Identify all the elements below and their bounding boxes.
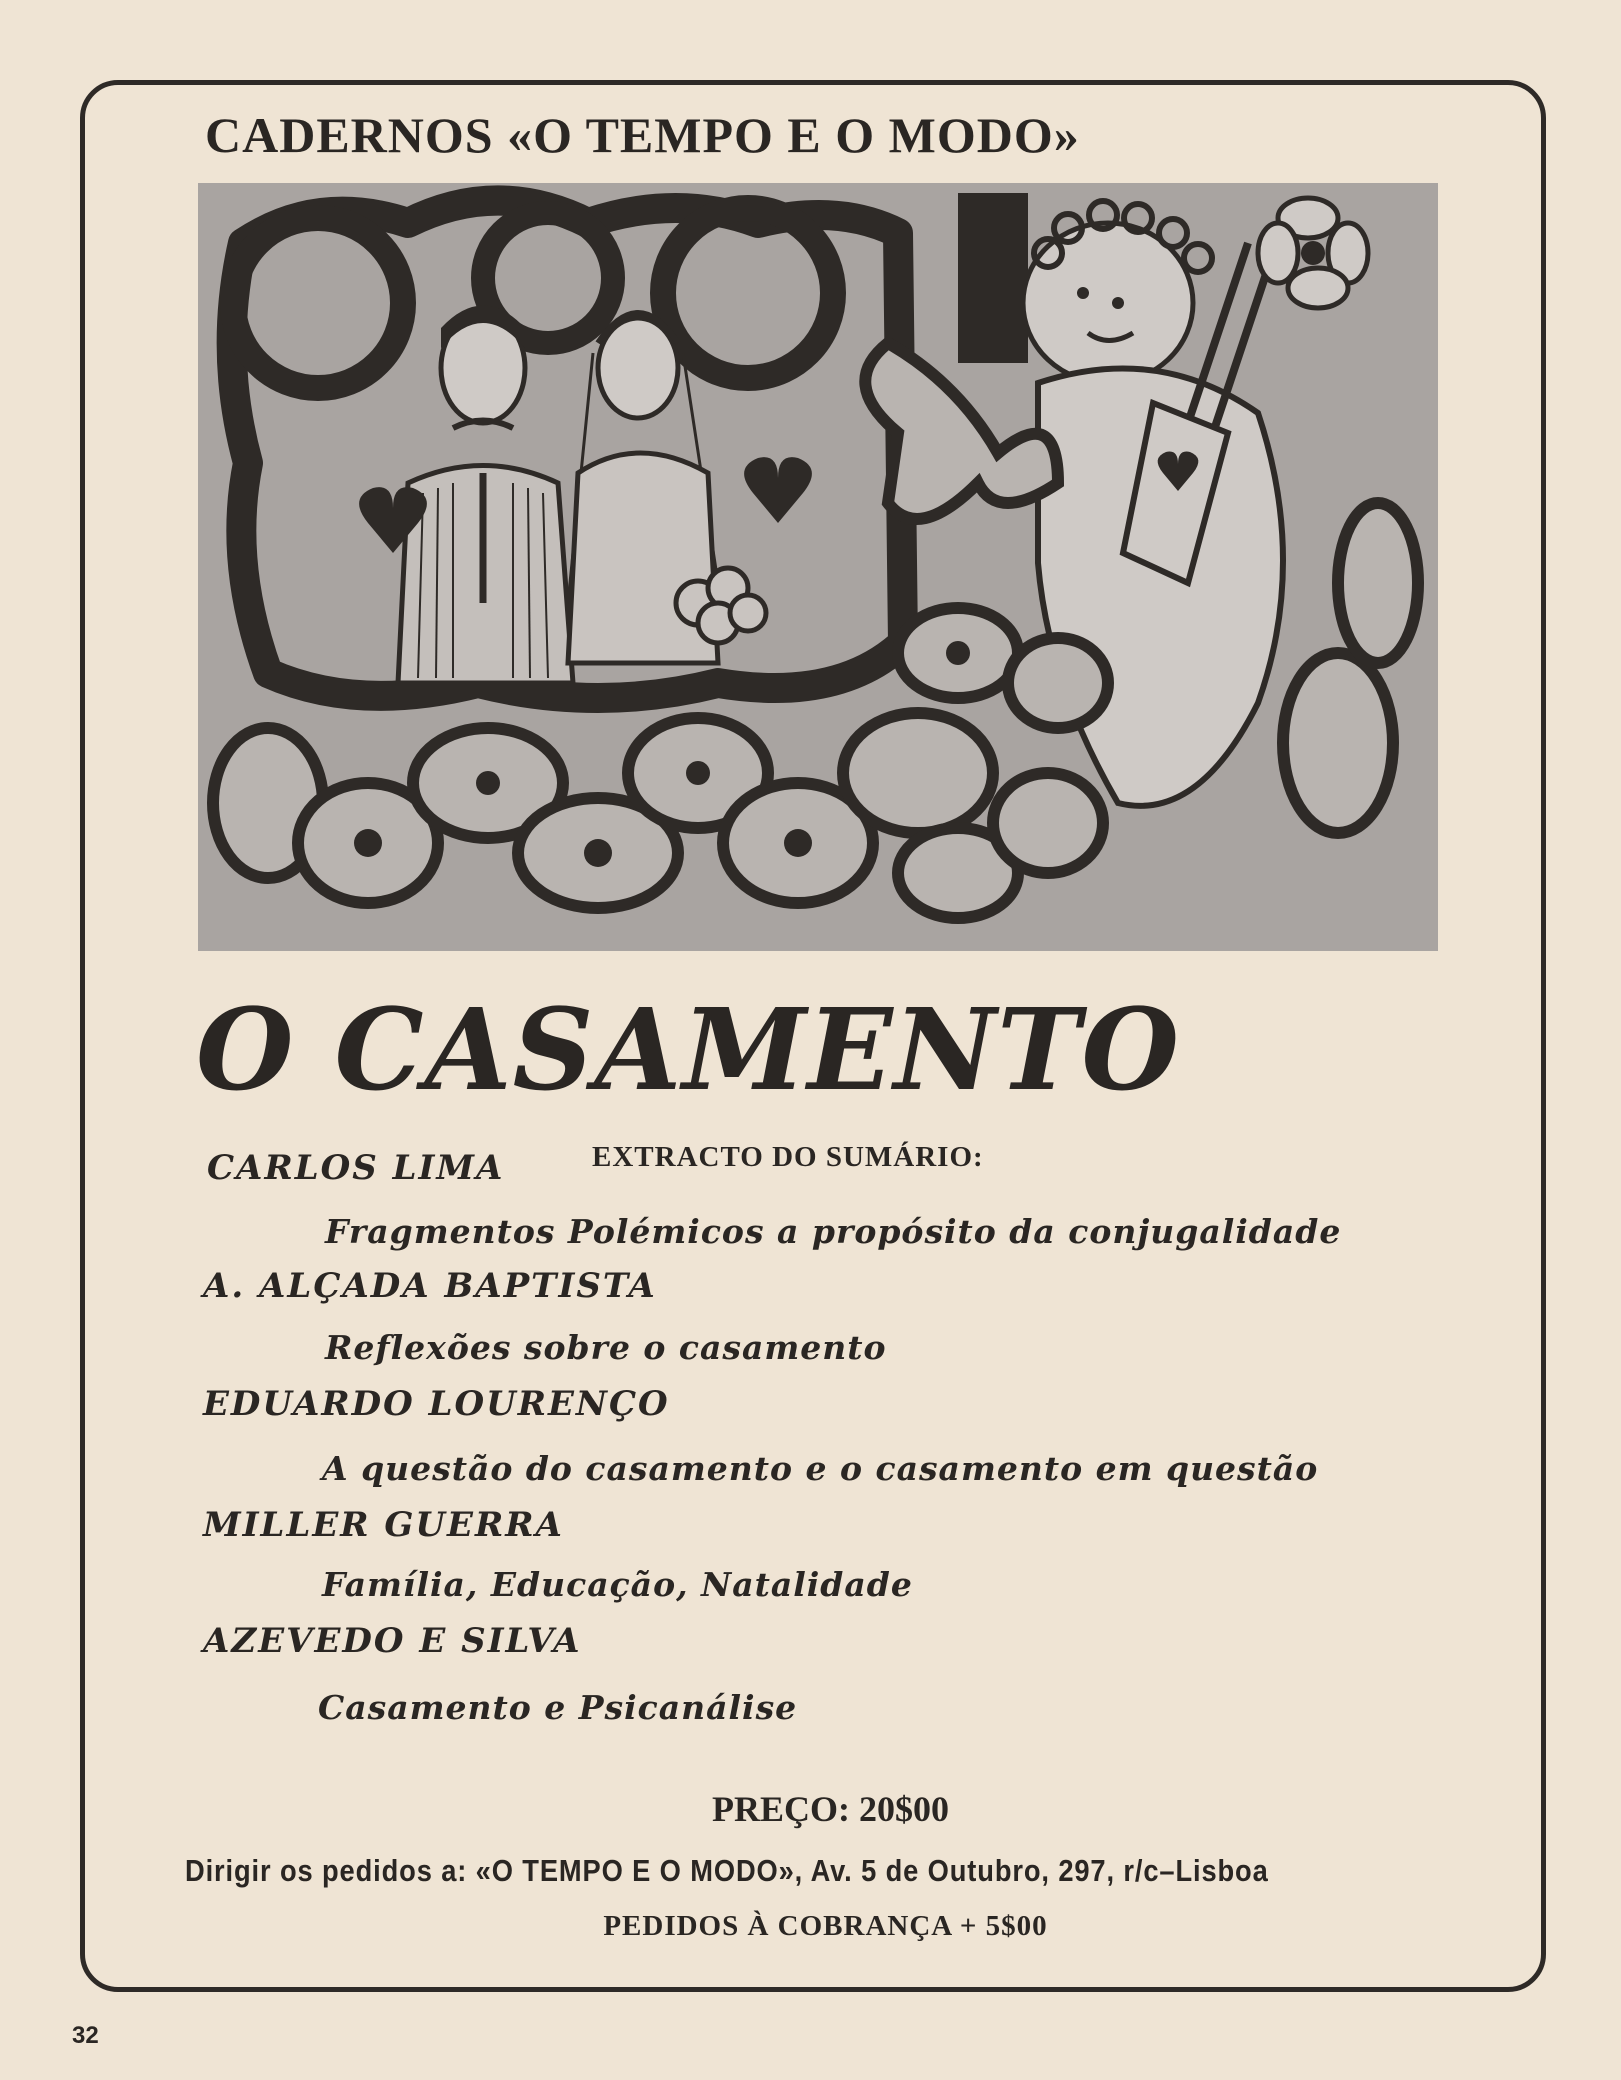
header-title: CADERNOS «O TEMPO E O MODO» xyxy=(205,107,1080,163)
toc-article: Reflexões sobre o casamento xyxy=(325,1328,887,1367)
toc-author: CARLOS LIMA xyxy=(207,1148,505,1188)
toc-author: MILLER GUERRA xyxy=(203,1505,564,1545)
toc-article: Casamento e Psicanálise xyxy=(318,1688,798,1727)
main-title: O CASAMENTO xyxy=(196,985,1180,1116)
cash-on-delivery-note: PEDIDOS À COBRANÇA + 5$00 xyxy=(603,1910,1048,1942)
toc-author: EDUARDO LOURENÇO xyxy=(203,1384,670,1424)
summary-label: EXTRACTO DO SUMÁRIO: xyxy=(592,1141,984,1173)
toc-article: A questão do casamento e o casamento em questão xyxy=(322,1449,1319,1488)
toc-article: Fragmentos Polémicos a propósito da conjugalidade xyxy=(325,1212,1342,1251)
page-number: 32 xyxy=(72,2022,99,2049)
wedding-couple-and-cupid-illustration xyxy=(198,183,1438,951)
toc-article: Família, Educação, Natalidade xyxy=(322,1565,913,1604)
toc-author: AZEVEDO E SILVA xyxy=(203,1621,582,1661)
toc-author: A. ALÇADA BAPTISTA xyxy=(203,1266,657,1306)
price: PREÇO: 20$00 xyxy=(712,1789,949,1829)
order-address: Dirigir os pedidos a: «O TEMPO E O MODO», Av. 5 de Outubro, 297, r/c–Lisboa xyxy=(185,1853,1269,1888)
